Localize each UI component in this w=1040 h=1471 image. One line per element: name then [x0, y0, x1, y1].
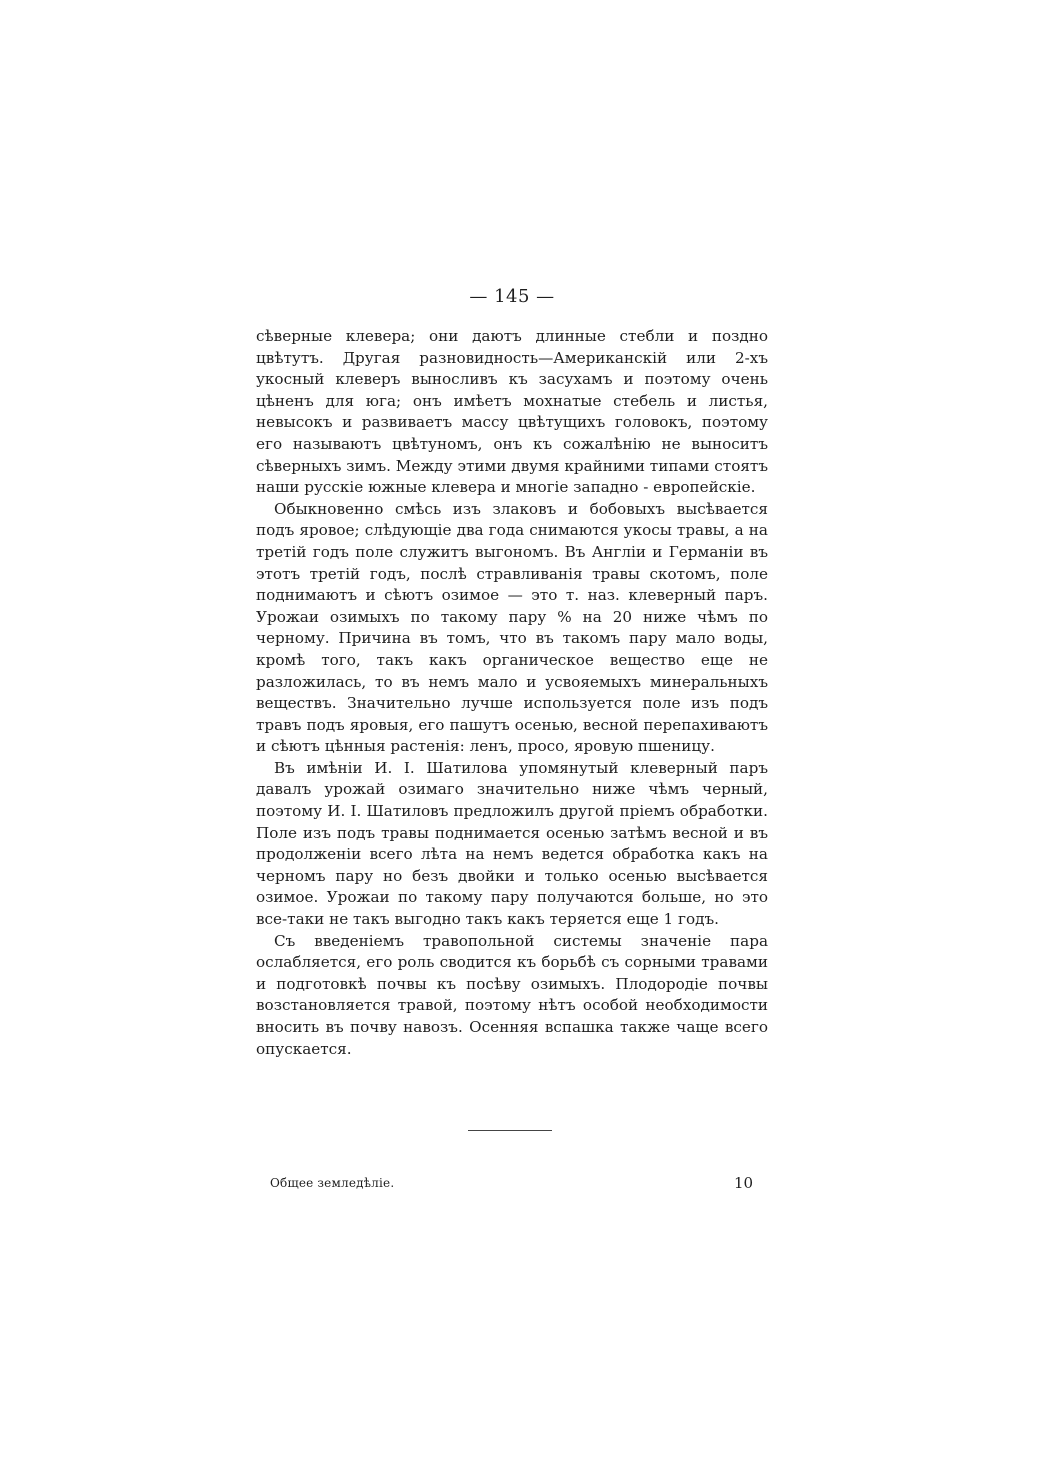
footer-signature-mark: 10 — [734, 1174, 754, 1192]
paragraph-2: Обыкновенно смѣсь изъ злаковъ и бобовыхъ высѣвается подъ яровое; слѣдующіе два года снимаются укосы травы, а на третій годъ поле служитъ выгономъ. Въ Англіи и Германіи въ этотъ третій годъ, послѣ стравливанія травы скотомъ, поле поднимаютъ и сѣютъ озимое — это т. наз. клеверный паръ. Урожаи озимыхъ по такому пару % на 20 ниже чѣмъ по черному. Причина въ томъ, что въ такомъ пару мало воды, кромѣ того, такъ какъ органическое вещество еще не разложилась, то въ немъ мало и усвояемыхъ минеральныхъ веществъ. Значительно лучше используется поле изъ подъ травъ подъ яровыя, его пашутъ осенью, весной перепахиваютъ и сѣютъ цѣнныя растенія: ленъ, просо, яровую пшеницу. — [256, 499, 768, 756]
section-end-rule — [468, 1130, 552, 1131]
footer-book-title: Общее земледѣліе. — [270, 1176, 395, 1190]
paragraph-1: сѣверные клевера; они даютъ длинные стебли и поздно цвѣтутъ. Другая разновидность—Американскій или 2-хъ укосный клеверъ выносливъ къ засухамъ и поэтому очень цѣненъ для юга; онъ имѣетъ мохнатые стебель и листья, невысокъ и развиваетъ массу цвѣтущихъ головокъ, поэтому его называютъ цвѣтуномъ, онъ къ сожалѣнію не выноситъ сѣверныхъ зимъ. Между этими двумя крайними типами стоятъ наши русскіе южные клевера и многіе западно - европейскіе. — [256, 327, 768, 497]
paragraph-3: Въ имѣніи И. І. Шатилова упомянутый клеверный паръ давалъ урожай озимаго значительно ниже чѣмъ черный, поэтому И. І. Шатиловъ предложилъ другой пріемъ обработки. Поле изъ подъ травы поднимается осенью затѣмъ весной и въ продолженіи всего лѣта на немъ ведется обработка какъ на черномъ пару но безъ двойки и только осенью высѣвается озимое. Урожаи по такому пару получаются больше, но это все-таки не такъ выгодно такъ какъ теряется еще 1 годъ. — [256, 758, 768, 929]
body-text — [256, 326, 768, 1060]
page-number: — 145 — — [469, 286, 555, 307]
paragraph-4: Съ введеніемъ травопольной системы значеніе пара ослабляется, его роль сводится къ борьбѣ съ сорными травами и подготовкѣ почвы къ посѣву озимыхъ. Плодородіе почвы возстановляется травой, поэтому нѣтъ особой необходимости вносить въ почву навозъ. Осенняя вспашка также чаще всего опускается. — [256, 931, 768, 1058]
